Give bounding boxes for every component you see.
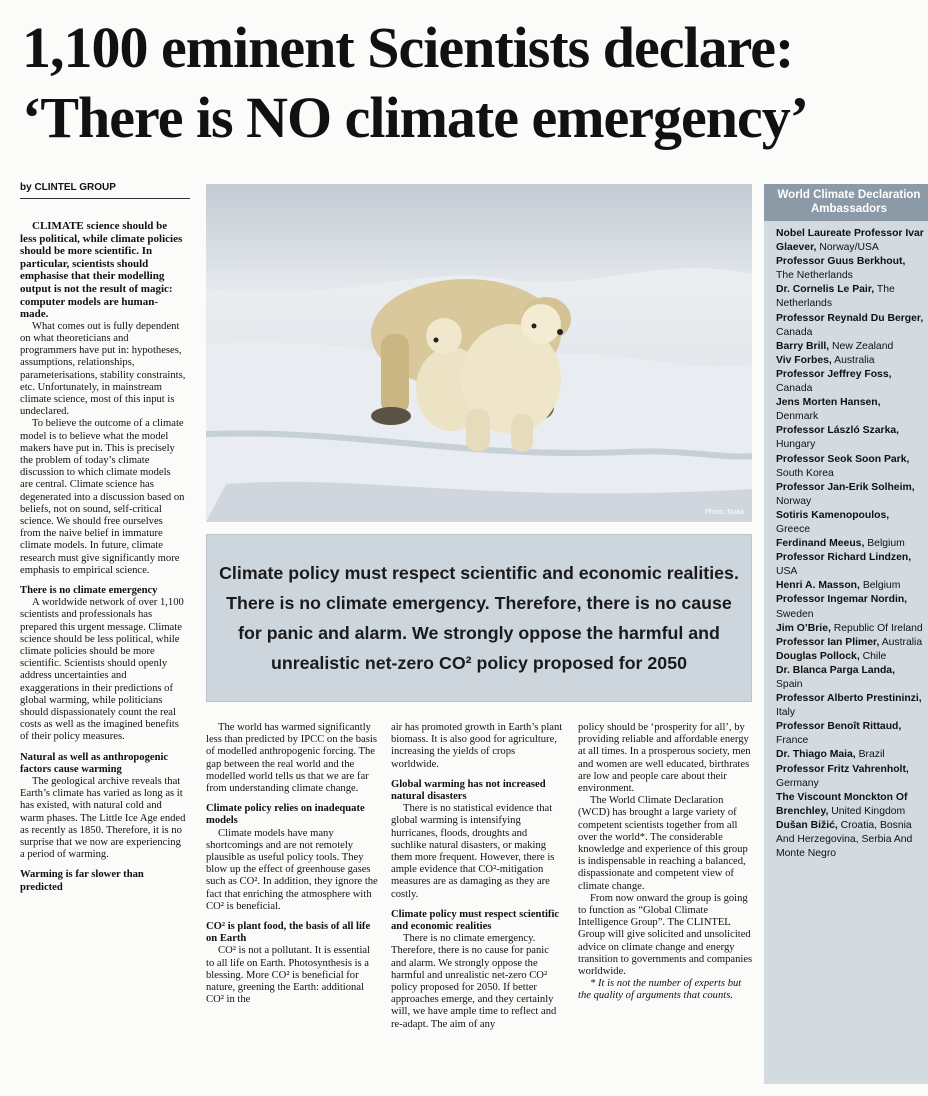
paragraph: The world has warmed significantly less than predicted by IPCC on the basis of modelled anthropogenic forcing. The gap between the real world and the modelled world tells us that we are far from understanding climate change. <box>206 722 377 795</box>
ambassador-name: Professor Jeffrey Foss, <box>776 368 892 380</box>
article-column-4 <box>578 722 754 1003</box>
ambassador-entry <box>776 453 924 481</box>
ambassador-entry <box>776 551 924 579</box>
ambassador-name: Professor Fritz Vahrenholt, <box>776 763 909 775</box>
ambassador-country: France <box>776 735 809 747</box>
pull-quote-box <box>206 534 752 702</box>
ambassador-country: Belgium <box>862 580 901 592</box>
ambassadors-sidebar <box>764 184 928 1084</box>
paragraph: air has promoted growth in Earth’s plant biomass. It is also good for agriculture, increasing the yields of crops worldwide. <box>391 722 563 770</box>
ambassador-entry <box>776 748 924 762</box>
paragraph: A worldwide network of over 1,100 scientists and professionals has prepared this urgent message. Climate science should be less political, while climate policies should be more scientific. Scientists should openly address uncertainties and exaggerations in their predictions of global warming, while politicians should dispassionately count the real costs as well as the imagined benefits of their policy measures. <box>20 597 184 743</box>
ambassador-name: Ferdinand Meeus, <box>776 538 865 550</box>
ambassador-name: Professor Richard Lindzen, <box>776 552 912 564</box>
ambassador-entry <box>776 720 924 748</box>
subheading: Climate policy must respect scientific and economic realities <box>391 908 560 933</box>
ambassador-country: Germany <box>776 777 819 789</box>
ambassador-name: Jens Morten Hansen, <box>776 397 881 409</box>
paragraph: policy should be ‘prosperity for all’, by providing reliable and affordable energy at all times. In a prosperous society, men and women are well educated, birthrates are low and people care about their environment. <box>578 722 751 795</box>
ambassador-country: Australia <box>881 636 923 648</box>
subheading: Warming is far slower than predicted <box>20 869 144 893</box>
ambassador-country: Brazil <box>858 749 885 761</box>
ambassador-name: Professor László Szarka, <box>776 425 900 437</box>
ambassador-country: Denmark <box>776 411 819 423</box>
ambassador-name: Dr. Blanca Parga Landa, <box>776 664 895 676</box>
ambassador-country: Hungary <box>776 439 816 451</box>
ambassador-name: Douglas Pollock, <box>776 650 860 662</box>
paragraph: CO² is not a pollutant. It is essential to all life on Earth. Photosynthesis is a blessing. More CO² is beneficial for nature, greening the Earth: additional CO² in the <box>206 945 371 1006</box>
paragraph: From now onward the group is going to function as “Global Climate Intelligence Group”. The CLINTEL Group will give solicited and unsolicited advice on climate change and energy transition to governments and companies worldwide. <box>578 892 753 978</box>
ambassador-country: Republic Of Ireland <box>833 622 923 634</box>
ambassador-name: Professor Guus Berkhout, <box>776 256 906 268</box>
ambassador-name: Barry Brill, <box>776 340 830 352</box>
ambassador-entry <box>776 537 924 551</box>
ambassador-country: Canada <box>776 383 813 395</box>
ambassador-entry <box>776 622 924 636</box>
ambassador-entry <box>776 283 924 311</box>
ambassador-name: Professor Alberto Prestininzi, <box>776 693 922 705</box>
paragraph: The World Climate Declaration (WCD) has brought a large variety of competent scientists together from all over the world*. The considerable knowledge and experience of this group is indispensable in reaching a balanced, dispassionate and competent view of climate change. <box>578 795 748 892</box>
ambassador-country: Croatia, Bosnia And Herzegovina, Serbia And Monte Negro <box>776 819 913 860</box>
ambassador-entry <box>776 593 924 621</box>
sidebar-title-line-1: World Climate Declaration <box>777 189 921 201</box>
ambassador-entry <box>776 255 924 283</box>
pull-quote: Climate policy must respect scientific and economic realities. There is no climate emergency. Therefore, there is no cause for panic and alarm. We strongly oppose the harmful and unrealistic net-zero CO² policy proposed for 2050 <box>219 563 739 673</box>
ambassador-entry <box>776 509 924 537</box>
paragraph: There is no climate emergency. Therefore, there is no cause for panic and alarm. We strongly oppose the harmful and unrealistic net-zero CO² policy proposed for 2050. If better approaches emerge, and they certainly will, we have ample time to reflect and re-adapt. The aim of any <box>391 933 557 1030</box>
ambassador-country: Spain <box>776 679 803 690</box>
ambassador-country: The Netherlands <box>776 284 895 310</box>
ambassador-country: Greece <box>776 523 811 535</box>
ambassador-entry <box>776 340 924 354</box>
photo-credit: Photo: Noaa <box>705 509 744 516</box>
paragraph: Climate models have many shortcomings and are not remotely plausible as useful policy tools. They blow up the effect of greenhouse gases such as CO². In addition, they ignore the fact that enriching the atmosphere with CO² is beneficial. <box>206 827 378 912</box>
ambassador-entry <box>776 312 924 340</box>
ambassador-country: Norway/USA <box>819 242 879 254</box>
lead-paragraph: CLIMATE science should be less political, while climate policies should be more scientific. In particular, scientists should emphasise that their modelling output is not the result of magic: computer models are human-made. <box>20 220 183 321</box>
ambassador-country: Canada <box>776 326 813 338</box>
sidebar-title <box>764 184 928 221</box>
headline-line-2: ‘There is NO climate emergency’ <box>22 85 809 150</box>
ambassador-name: Henri A. Masson, <box>776 580 860 592</box>
ambassador-country: United Kingdom <box>831 805 906 817</box>
article-column-3 <box>391 722 563 1031</box>
ambassador-name: Dr. Thiago Maia, <box>776 749 856 761</box>
ambassador-entry <box>776 579 924 593</box>
ambassador-country: Sweden <box>776 608 814 620</box>
ambassador-entry <box>776 664 924 692</box>
byline: by CLINTEL GROUP <box>20 182 116 193</box>
article-column-2 <box>206 722 378 1006</box>
ambassador-name: Dušan Bižić, <box>776 819 838 831</box>
paragraph: To believe the outcome of a climate model is to believe what the model makers have put in. This is precisely the problem of today’s climate discussion to which climate models are central. Climate science has degenerated into a discussion based on beliefs, not on sound, self-critical science. We should free ourselves from the naive belief in immature climate models. In future, climate research must give significantly more emphasis to empirical science. <box>20 418 185 576</box>
ambassador-name: Jim O’Brie, <box>776 622 831 634</box>
ambassador-entry <box>776 791 924 819</box>
ambassador-country: South Korea <box>776 467 834 479</box>
footnote: * It is not the number of experts but the quality of arguments that counts. <box>578 978 742 1002</box>
ambassador-name: Sotiris Kamenopoulos, <box>776 509 890 521</box>
sidebar-title-line-2: Ambassadors <box>810 203 888 215</box>
ambassador-entry <box>776 424 924 452</box>
ambassador-name: Dr. Cornelis Le Pair, <box>776 284 875 296</box>
ambassador-country: Chile <box>862 650 887 662</box>
ambassador-entry <box>776 763 924 791</box>
ambassador-country: Australia <box>834 354 875 366</box>
ambassador-entry <box>776 368 924 396</box>
ambassador-name: Viv Forbes, <box>776 354 832 366</box>
paragraph: The geological archive reveals that Earth’s climate has varied as long as it has existed, with natural cold and warm phases. The Little Ice Age ended as recently as 1850. Therefore, it is no surprise that we now are experiencing a period of warming. <box>20 776 186 861</box>
ambassador-country: Norway <box>776 495 812 507</box>
ambassador-name: Professor Jan-Erik Solheim, <box>776 481 915 493</box>
ambassador-entry <box>776 354 924 368</box>
ambassador-entry <box>776 396 924 424</box>
ambassador-entry <box>776 636 924 650</box>
subheading: There is no climate emergency <box>20 585 158 597</box>
subheading: Natural as well as anthropogenic factors cause warming <box>20 751 169 775</box>
ambassador-entry <box>776 650 924 664</box>
ambassador-country: New Zealand <box>832 340 894 352</box>
byline-divider <box>20 198 190 199</box>
ambassador-name: Professor Seok Soon Park, <box>776 453 910 465</box>
polar-bear-illustration <box>206 184 752 522</box>
article-column-1 <box>20 220 186 894</box>
ambassador-country: Belgium <box>867 538 905 550</box>
ambassador-name: Professor Reynald Du Berger, <box>776 312 924 324</box>
polar-bear-photo <box>206 184 752 522</box>
subheading: Global warming has not increased natural disasters <box>391 778 546 803</box>
ambassador-country: Italy <box>776 707 796 719</box>
ambassador-list <box>764 221 928 861</box>
subheading: CO² is plant food, the basis of all life on Earth <box>206 921 371 945</box>
ambassador-name: Nobel Laureate Professor Ivar Glaever, <box>776 228 924 254</box>
paragraph: What comes out is fully dependent on what theoreticians and programmers have put in: hypotheses, assumptions, relationships, parameterisations, stability constraints, etc. Unfortunately, in mainstream climate science, most of this input is undeclared. <box>20 320 186 418</box>
ambassador-entry <box>776 819 924 861</box>
ambassador-entry <box>776 481 924 509</box>
ambassador-country: The Netherlands <box>776 270 853 282</box>
subheading: Climate policy relies on inadequate models <box>206 803 365 827</box>
ambassador-entry <box>776 692 924 720</box>
ambassador-name: Professor Ingemar Nordin, <box>776 594 908 606</box>
ambassador-entry <box>776 227 924 255</box>
paragraph: There is no statistical evidence that global warming is intensifying hurricanes, floods, droughts and suchlike natural disasters, or making them more frequent. However, there is ample evidence that CO²-mitigation measures are as damaging as they are costly. <box>391 803 555 900</box>
ambassador-name: Professor Benoît Rittaud, <box>776 721 902 733</box>
ambassador-name: The Viscount Monckton Of Brenchley, <box>776 791 908 817</box>
headline-line-1: 1,100 eminent Scientists declare: <box>22 15 794 80</box>
ambassador-name: Professor Ian Plimer, <box>776 636 880 648</box>
ambassador-country: USA <box>776 566 798 578</box>
